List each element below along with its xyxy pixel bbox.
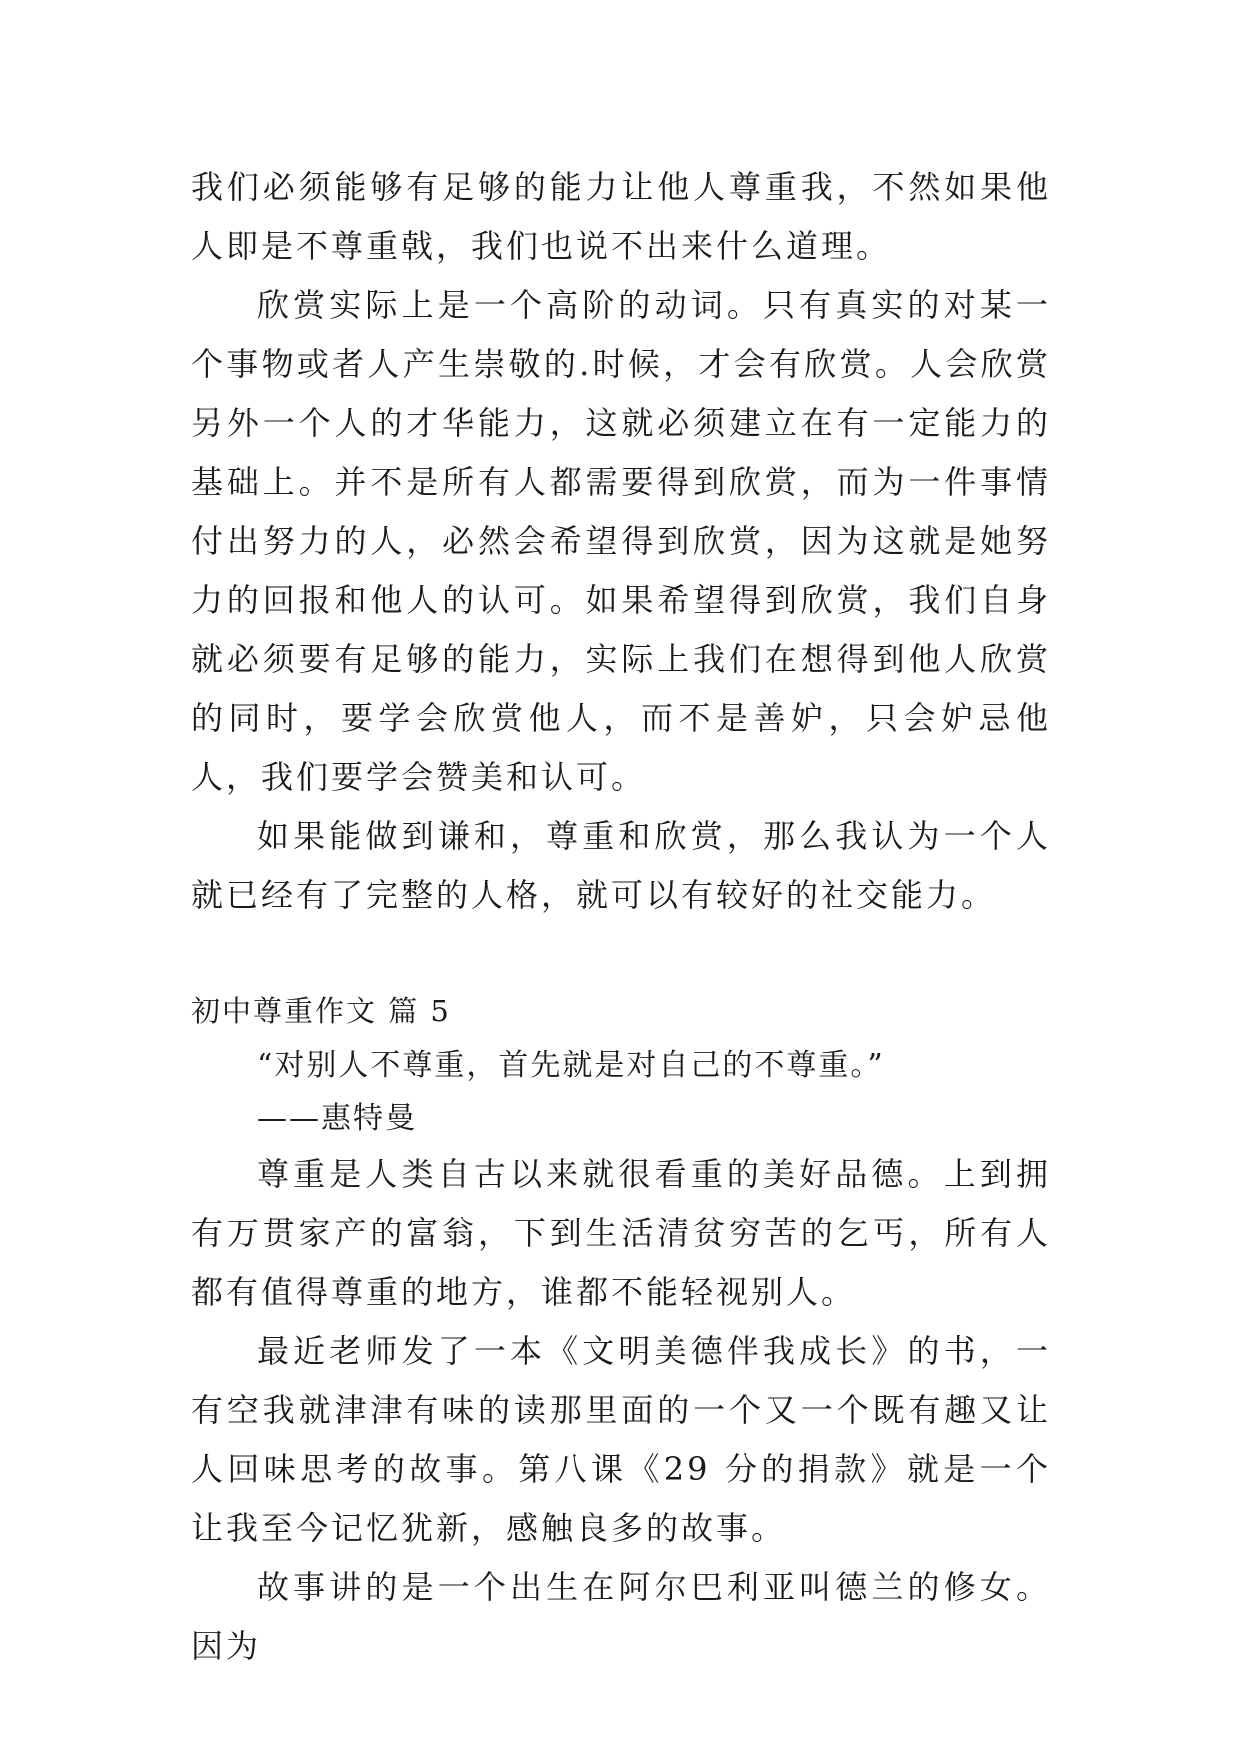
paragraph: 故事讲的是一个出生在阿尔巴利亚叫德兰的修女。因为 — [191, 1568, 1051, 1665]
paragraph: 如果能做到谦和，尊重和欣赏，那么我认为一个人就已经有了完整的人格，就可以有较好的社交能力。 — [191, 817, 1051, 914]
section-heading: 初中尊重作文 篇 5 — [191, 994, 451, 1028]
epigraph-attribution: ——惠特曼 — [257, 1101, 417, 1136]
paragraph: 尊重是人类自古以来就很看重的美好品德。上到拥有万贯家产的富翁，下到生活清贫穷苦的乞丐，所有人都有值得尊重的地方，谁都不能轻视别人。 — [191, 1155, 1051, 1311]
paragraph: 最近老师发了一本《文明美德伴我成长》的书，一有空我就津津有味的读那里面的一个又一个既有趣又让人回味思考的故事。第八课《29 分的捐款》就是一个让我至今记忆犹新，感触良多的故事。 — [191, 1332, 1051, 1547]
paragraph: 我们必须能够有足够的能力让他人尊重我，不然如果他人即是不尊重戟，我们也说不出来什么道理。 — [191, 168, 1051, 265]
document-page — [191, 158, 1051, 1676]
epigraph-quote: “对别人不尊重，首先就是对自己的不尊重。” — [257, 1048, 885, 1083]
section-spacer — [191, 925, 1051, 983]
paragraph: 欣赏实际上是一个高阶的动词。只有真实的对某一个事物或者人产生崇敬的.时候，才会有欣赏。人会欣赏另外一个人的才华能力，这就必须建立在有一定能力的基础上。并不是所有人都需要得到欣赏，而为一件事情付出努力的人，必然会希望得到欣赏，因为这就是她努力的回报和他人的认可。如果希望得到欣赏，我们自身就必须要有足够的能力，实际上我们在想得到他人欣赏的同时，要学会欣赏他人，而不是善妒，只会妒忌他人，我们要学会赞美和认可。 — [191, 286, 1051, 796]
